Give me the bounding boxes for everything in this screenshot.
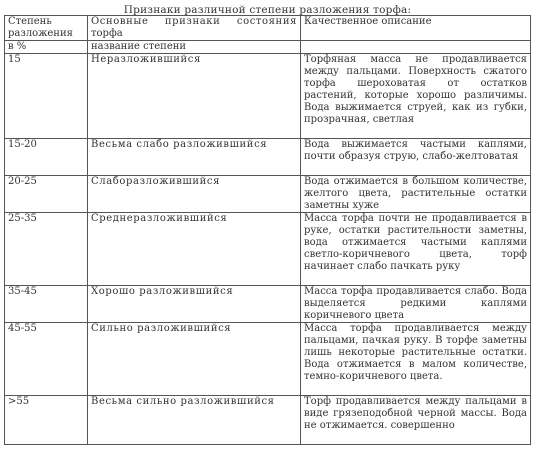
header-signs <box>88 16 301 41</box>
cell-percent: 20-25 <box>5 176 88 213</box>
header-unit: в % <box>5 41 88 54</box>
cell-name: Сильно разложившийся <box>88 323 301 396</box>
cell-name: Хорошо разложившийся <box>88 286 301 323</box>
table-row <box>5 176 531 213</box>
cell-description: Вода отжимается в большом количестве, желтого цвета, растительные остатки заметны хуже <box>301 176 531 213</box>
table-row <box>5 323 531 396</box>
table-row <box>5 213 531 286</box>
cell-percent: 15-20 <box>5 139 88 176</box>
header-signs-line-2: торфа <box>91 28 123 39</box>
table-row <box>5 396 531 445</box>
cell-name: Весьма слабо разложившийся <box>88 139 301 176</box>
peat-decomposition-table <box>4 15 531 445</box>
cell-name: Слаборазложившийся <box>88 176 301 213</box>
header-description-label: Качественное описание <box>304 16 432 27</box>
header-degree-line-2: разложения <box>8 28 73 39</box>
header-degree <box>5 16 88 41</box>
cell-percent: >55 <box>5 396 88 445</box>
table-title: Признаки различной степени разложения торфа: <box>123 4 412 16</box>
cell-percent: 25-35 <box>5 213 88 286</box>
header-row <box>5 16 531 41</box>
header-empty-cell <box>301 41 531 54</box>
table-row <box>5 286 531 323</box>
cell-name: Среднеразложившийся <box>88 213 301 286</box>
header-name-of-degree: название степени <box>88 41 301 54</box>
cell-description: Вода выжимается частыми каплями, почти образуя струю, слабо-желтоватая <box>301 139 531 176</box>
cell-percent: 15 <box>5 54 88 139</box>
header-signs-line-1: Основные признаки состояния <box>91 16 297 27</box>
cell-percent: 45-55 <box>5 323 88 396</box>
header-subrow <box>5 41 531 54</box>
table-row <box>5 139 531 176</box>
table-row <box>5 54 531 139</box>
cell-description: Масса торфа продавливается между пальцами, пачкая руку. В торфе заметны лишь некоторые растительные остатки. Вода отжимается в малом количестве, темно-коричневого цвета. <box>301 323 531 396</box>
cell-description: Торф продавливается между пальцами в виде грязеподобной черной массы. Вода не отжимается. совершенно <box>301 396 531 445</box>
header-description <box>301 16 531 41</box>
cell-percent: 35-45 <box>5 286 88 323</box>
cell-name: Неразложившийся <box>88 54 301 139</box>
cell-description: Масса торфа почти не продавливается в руке, остатки растительности заметны, вода отжимается частыми каплями светло-коричневого цвета, торф начинает слабо пачкать руку <box>301 213 531 286</box>
cell-description: Торфяная масса не продавливается между пальцами. Поверхность сжатого торфа шероховатая от остатков растений, которые хорошо различимы. Вода выжимается струей, как из губки, прозрачная, светлая <box>301 54 531 139</box>
cell-description: Масса торфа продавливается слабо. Вода выделяется редкими каплями коричневого цвета <box>301 286 531 323</box>
header-degree-line-1: Степень <box>8 16 52 27</box>
cell-name: Весьма сильно разложившийся <box>88 396 301 445</box>
